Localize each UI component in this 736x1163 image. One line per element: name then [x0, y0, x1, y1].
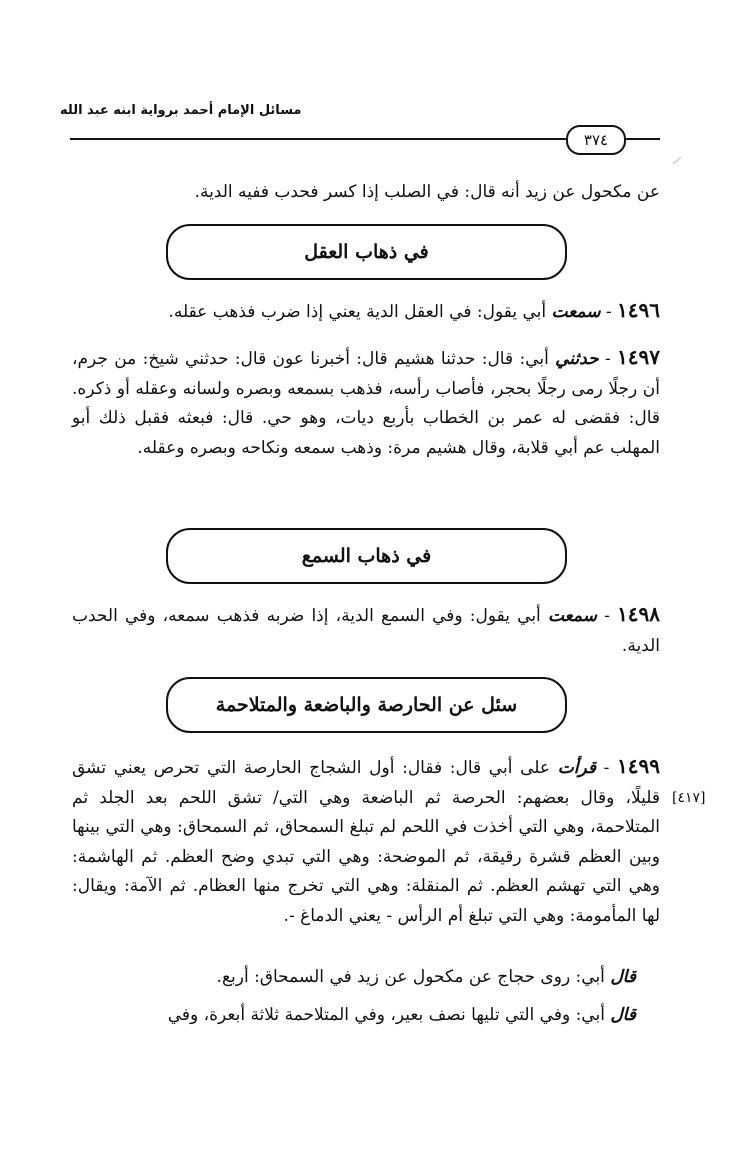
- entry-text: أبي: قال: حدثنا هشيم قال: أخبرنا عون قال: حدثني شيخ: من جرم، أن رجلًا رمى رجلًا بحجر، فأصاب رأسه، فذهب بسمعه وبصره ولسانه وعقله أو ذكره. قال: فقضى له عمر بن الخطاب بأربع ديات، وهو حي. قال: فبعثه فقبل ذلك أبو المهلب عم أبي قلابة، وقال هشيم مرة: وذهب سمعه ونكاحه وبصره وعقله.: [72, 349, 660, 458]
- entry-lead: حدثني: [555, 349, 599, 369]
- scan-mark: [673, 157, 681, 164]
- intro-line: عن مكحول عن زيد أنه قال: في الصلب إذا كسر فحدب ففيه الدية.: [194, 182, 660, 202]
- qala-text: أبي: روى حجاج عن مكحول عن زيد في السمحاق: أربع.: [216, 967, 605, 987]
- qala-lead: قال: [610, 967, 636, 987]
- entry-1496: ١٤٩٦ - سمعت أبي يقول: في العقل الدية يعني إذا ضرب فذهب عقله.: [168, 298, 660, 322]
- entry-number: ١٤٩٧: [617, 345, 661, 369]
- entry-1499: ١٤٩٩ - قرأت على أبي قال: فقال: أول الشجاج الحارصة التي تحرص يعني تشق قليلًا، وقال بعضهم: الحرصة ثم الباضعة وهي التي/ تشق اللحم بعد الجلد ثم المتلاحمة، وهي التي أخذت في اللحم لم تبلغ السمحاق، ثم السمحاق: وهي التي بينها وبين العظم قشرة رقيقة، ثم الموضحة: وهي التي تبدي وضح العظم. ثم الهاشمة: وهي التي تهشم العظم. ثم المنقلة: وهي التي تخرج منها العظام. ثم الآمة: ويقال: لها المأمومة: وهي التي تبلغ أم الرأس - يعني الدماغ -.: [72, 754, 661, 926]
- entry-lead: قرأت: [557, 758, 596, 778]
- entry-text: أبي يقول: وفي السمع الدية، إذا ضربه فذهب سمعه، وفي الحدب الدية.: [72, 606, 660, 656]
- section-heading-intellect: في ذهاب العقل: [166, 224, 567, 280]
- qala-paragraph-2: [72, 1001, 660, 1031]
- running-title: مسائل الإمام أحمد برواية ابنه عبد الله: [60, 103, 302, 118]
- page-number: ٣٧٤: [566, 125, 626, 155]
- qala-lead: قال: [610, 1005, 636, 1025]
- section-heading-hearing: في ذهاب السمع: [166, 528, 567, 584]
- margin-page-reference: [٤١٧]: [672, 790, 706, 806]
- entry-1497: ١٤٩٧ - حدثني أبي: قال: حدثنا هشيم قال: أخبرنا عون قال: حدثني شيخ: من جرم، أن رجلًا رمى رجلًا بحجر، فأصاب رأسه، فذهب بسمعه وبصره ولسانه وعقله أو ذكره. قال: فقضى له عمر بن الخطاب بأربع ديات، وهو حي. قال: فبعثه فقبل ذلك أبو المهلب عم أبي قلابة، وقال هشيم مرة: وذهب سمعه ونكاحه وبصره وعقله.: [72, 345, 661, 458]
- entry-lead: سمعت: [551, 302, 601, 322]
- intro-paragraph: [72, 178, 660, 208]
- qala-paragraph-1: [72, 963, 660, 993]
- qala-text: أبي: وفي التي تليها نصف بعير، وفي المتلاحمة ثلاثة أبعرة، وفي: [167, 1005, 605, 1025]
- entry-number: ١٤٩٦: [617, 298, 660, 322]
- section-heading-wounds: سئل عن الحارصة والباضعة والمتلاحمة: [166, 677, 567, 733]
- entry-1498: ١٤٩٨ - سمعت أبي يقول: وفي السمع الدية، إذا ضربه فذهب سمعه، وفي الحدب الدية.: [72, 602, 661, 656]
- entry-number: ١٤٩٩: [617, 754, 661, 778]
- entry-text: أبي يقول: في العقل الدية يعني إذا ضرب فذهب عقله.: [168, 302, 547, 322]
- entry-text: على أبي قال: فقال: أول الشجاج الحارصة التي تحرص يعني تشق قليلًا، وقال بعضهم: الحرصة ثم الباضعة وهي التي/ تشق اللحم بعد الجلد ثم المتلاحمة، وهي التي أخذت في اللحم لم تبلغ السمحاق، ثم السمحاق: وهي التي بينها وبين العظم قشرة رقيقة، ثم الموضحة: وهي التي تبدي وضح العظم. ثم الهاشمة: وهي التي تهشم العظم. ثم المنقلة: وهي التي تخرج منها العظام. ثم الآمة: ويقال: لها المأمومة: وهي التي تبلغ أم الرأس - يعني الدماغ -.: [72, 758, 660, 926]
- entry-lead: سمعت: [547, 606, 597, 626]
- entry-number: ١٤٩٨: [617, 602, 661, 626]
